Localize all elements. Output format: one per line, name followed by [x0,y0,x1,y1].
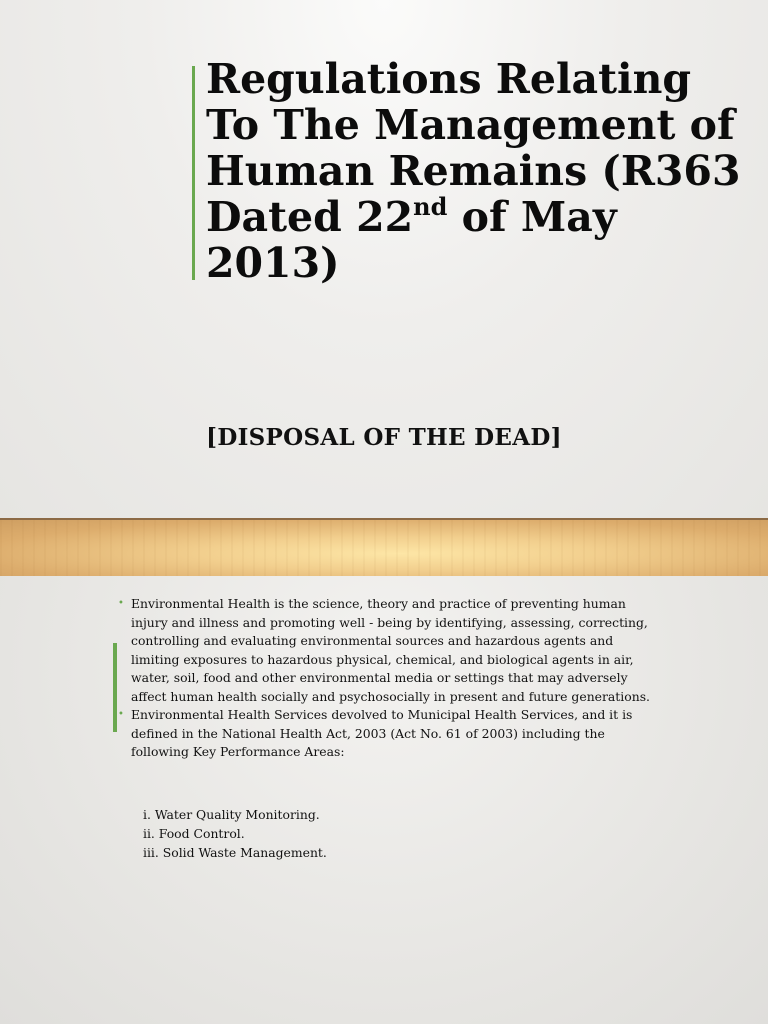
content-accent-bar [113,643,117,732]
list-item: i. Water Quality Monitoring. [143,807,320,822]
bullet-text: Environmental Health Services devolved to Municipal Health Services, and it is defined in the National Health Act, 2003 (Act No. 61 of 2003) including the following Key Performance Areas: [131,707,633,759]
content-slide [0,576,768,1024]
bullet-icon: • [118,598,124,609]
title-accent-bar [192,66,195,280]
wood-divider [0,518,768,576]
title-superscript: nd [413,192,448,221]
title-main: Regulations Relating To The Management of Human Remains (R363 Dated 22 [206,55,741,241]
bullet-icon: • [118,709,124,720]
slide-title [206,56,746,286]
key-performance-areas-list [143,805,327,863]
list-item [118,595,654,706]
list-item [118,706,654,762]
list-item: ii. Food Control. [143,826,245,842]
list-item: iii. Solid Waste Management. [143,845,327,861]
bullet-text: Environmental Health is the science, theory and practice of preventing human injury and illness and promoting well - being by identifying, assessing, correcting, controlling and evaluating environmental sources and hazardous agents and limiting exposures to hazardous physical, chemical, and biological agents in air, water, soil, food and other environmental media or settings that may adversely affect human health socially and psychosocially in present and future generations. [131,596,650,704]
title-tail: of May 2013) [206,193,617,287]
bullet-list [118,595,654,762]
slide-subtitle: [DISPOSAL OF THE DEAD] [206,424,562,451]
